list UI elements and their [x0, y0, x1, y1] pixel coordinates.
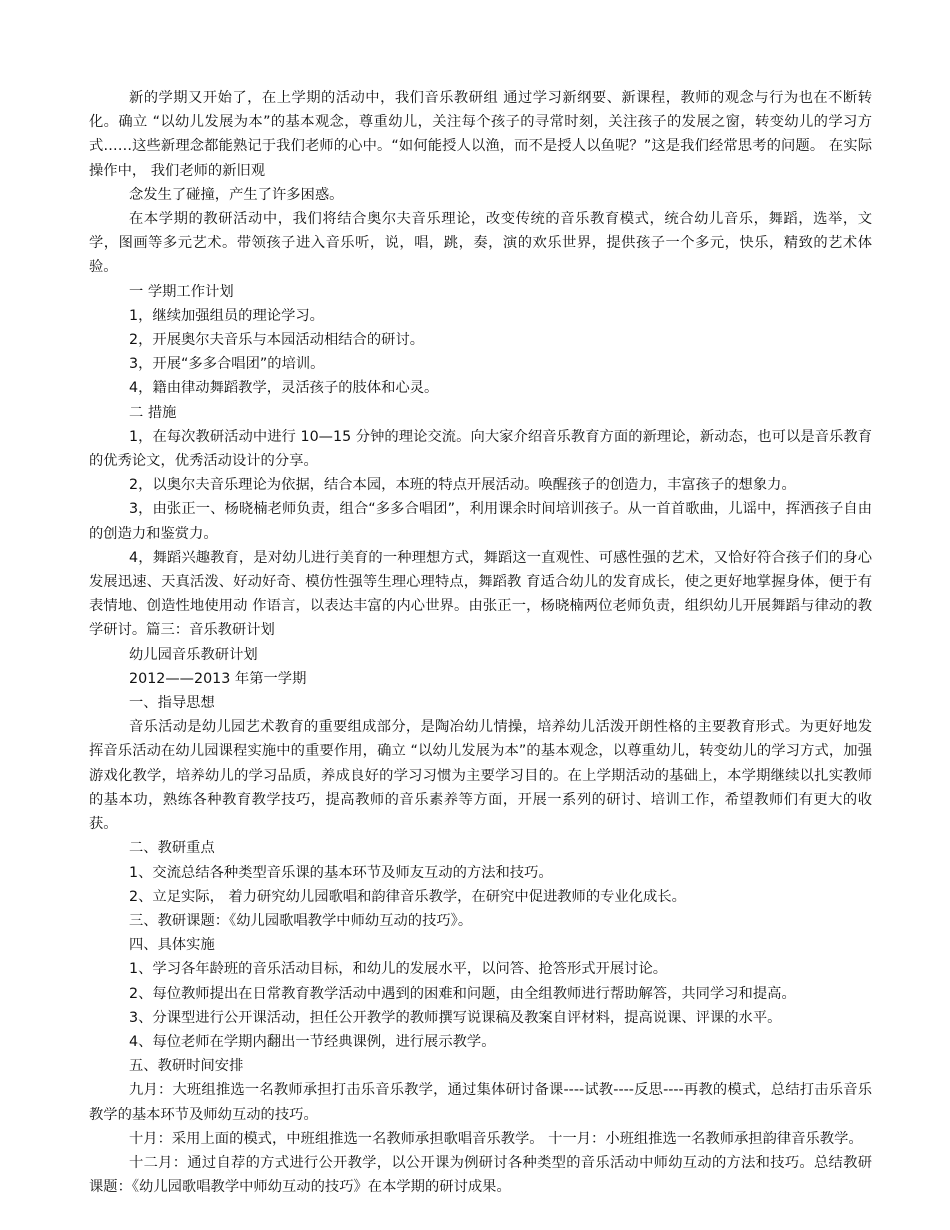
list-item: 2，以奥尔夫音乐理论为依据，结合本园，本班的特点开展活动。唤醒孩子的创造力，丰富孩子的想象力。: [129, 477, 796, 494]
list-item: 1，继续加强组员的理论学习。: [129, 307, 324, 324]
heading-implementation: 四、具体实施: [129, 937, 215, 954]
list-item: 1，在每次教研活动中进行 10—15 分钟的理论交流。向大家介绍音乐教育方面的新理论，新动态，也可以是音乐教育的优秀论文，优秀活动设计的分享。: [89, 428, 872, 470]
heading-work-plan: 一 学期工作计划: [129, 283, 234, 300]
list-item: 3，由张正一、杨晓楠老师负责，组合“多多合唱团”，利用课余时间培训孩子。从一首首歌曲，儿谣中，挥洒孩子自由的创造力和鉴赏力。: [89, 501, 872, 542]
list-item: 4，籍由律动舞蹈教学，灵活孩子的肢体和心灵。: [129, 380, 439, 397]
heading-guiding-thought: 一、指导思想: [129, 695, 215, 712]
paragraph-orff: 在本学期的教研活动中，我们将结合奥尔夫音乐理论，改变传统的音乐教育模式，统合幼儿音乐，舞蹈，选举，文学，图画等多元艺术。带领孩子进入音乐听，说，唱，跳，奏，演的欢乐世界，提供孩子一个多元，快乐，精致的艺术体验。: [89, 211, 872, 276]
plan-title: 幼儿园音乐教研计划: [129, 646, 258, 663]
schedule-september: 九月：大班组推选一名教师承担打击乐音乐教学，通过集体研讨备课----试教----反思----再教的模式，总结打击乐音乐教学的基本环节及师幼互动的技巧。: [89, 1082, 872, 1123]
list-item: 3、分课型进行公开课活动，担任公开教学的教师撰写说课稿及教案自评材料，提高说课、评课的水平。: [129, 1009, 782, 1026]
list-item: 2、立足实际， 着力研究幼儿园歌唱和韵律音乐教学，在研究中促进教师的专业化成长。: [129, 888, 686, 905]
list-item: 3，开展“多多合唱团”的培训。: [129, 356, 325, 373]
paragraph-intro: 新的学期又开始了，在上学期的活动中，我们音乐教研组 通过学习新纲要、新课程，教师的观念与行为也在不断转化。确立 “以幼儿发展为本”的基本观念，尊重幼儿，关注每个孩子的寻常时刻，关注孩子的发展之窗，转变幼儿的学习方式……这些新理念都能熟记于我们老师的心中。“如何能授人以渔，而不是授人以鱼呢？”这是我们经常思考的问题。 在实际操作中， 我们老师的新旧观: [89, 90, 872, 179]
list-item: 2，开展奥尔夫音乐与本园活动相结合的研讨。: [129, 332, 425, 349]
paragraph-intro-cont: 念发生了碰撞，产生了许多困惑。: [129, 186, 344, 203]
plan-term: 2012——2013 年第一学期: [129, 670, 307, 687]
paragraph-guiding-thought: 音乐活动是幼儿园艺术教育的重要组成部分，是陶冶幼儿情操，培养幼儿活泼开朗性格的主要教育形式。为更好地发挥音乐活动在幼儿园课程实施中的重要作用，确立 “以幼儿发展为本”的基本观念，以尊重幼儿，转变幼儿的学习方式，加强游戏化教学，培养幼儿的学习品质，养成良好的学习习惯为主要学习目的。在上学期活动的基础上，本学期继续以扎实教师的基本功，熟练各种教育教学技巧，提高教师的音乐素养等方面，开展一系列的研讨、培训工作，希望教师们有更大的收获。: [89, 719, 872, 833]
heading-research-focus: 二、教研重点: [129, 840, 215, 857]
list-item: 2、每位教师提出在日常教育教学活动中遇到的困难和问题，由全组教师进行帮助解答，共同学习和提高。: [129, 985, 796, 1002]
heading-measures: 二 措施: [129, 404, 177, 421]
schedule-december: 十二月：通过自荐的方式进行公开教学，以公开课为例研讨各种类型的音乐活动中师幼互动的方法和技巧。总结教研课题：《幼儿园歌唱教学中师幼互动的技巧》在本学期的研讨成果。: [89, 1154, 872, 1196]
heading-schedule: 五、教研时间安排: [129, 1058, 244, 1075]
list-item: 4，舞蹈兴趣教育，是对幼儿进行美育的一种理想方式，舞蹈这一直观性、可感性强的艺术，又恰好符合孩子们的身心发展迅速、天真活泼、好动好奇、模仿性强等生理心理特点，舞蹈教 育适合幼儿的发育成长，使之更好地掌握身体，便于有表情地、创造性地使用动 作语言，以表达丰富的内心世界。由张正一，杨晓楠两位老师负责，组织幼儿开展舞蹈与律动的教学研讨。篇三：音乐教研计划: [89, 549, 872, 639]
heading-research-topic: 三、教研课题：《幼儿园歌唱教学中师幼互动的技巧》。: [129, 912, 473, 929]
list-item: 1、学习各年龄班的音乐活动目标，和幼儿的发展水平，以问答、抢答形式开展讨论。: [129, 961, 668, 978]
document-body: [89, 86, 872, 1199]
schedule-october-november: 十月：采用上面的模式，中班组推选一名教师承担歌唱音乐教学。 十一月：小班组推选一名教师承担韵律音乐教学。: [129, 1130, 863, 1147]
list-item: 4、每位老师在学期内翻出一节经典课例，进行展示教学。: [129, 1033, 496, 1050]
list-item: 1、交流总结各种类型音乐课的基本环节及师友互动的方法和技巧。: [129, 864, 553, 881]
